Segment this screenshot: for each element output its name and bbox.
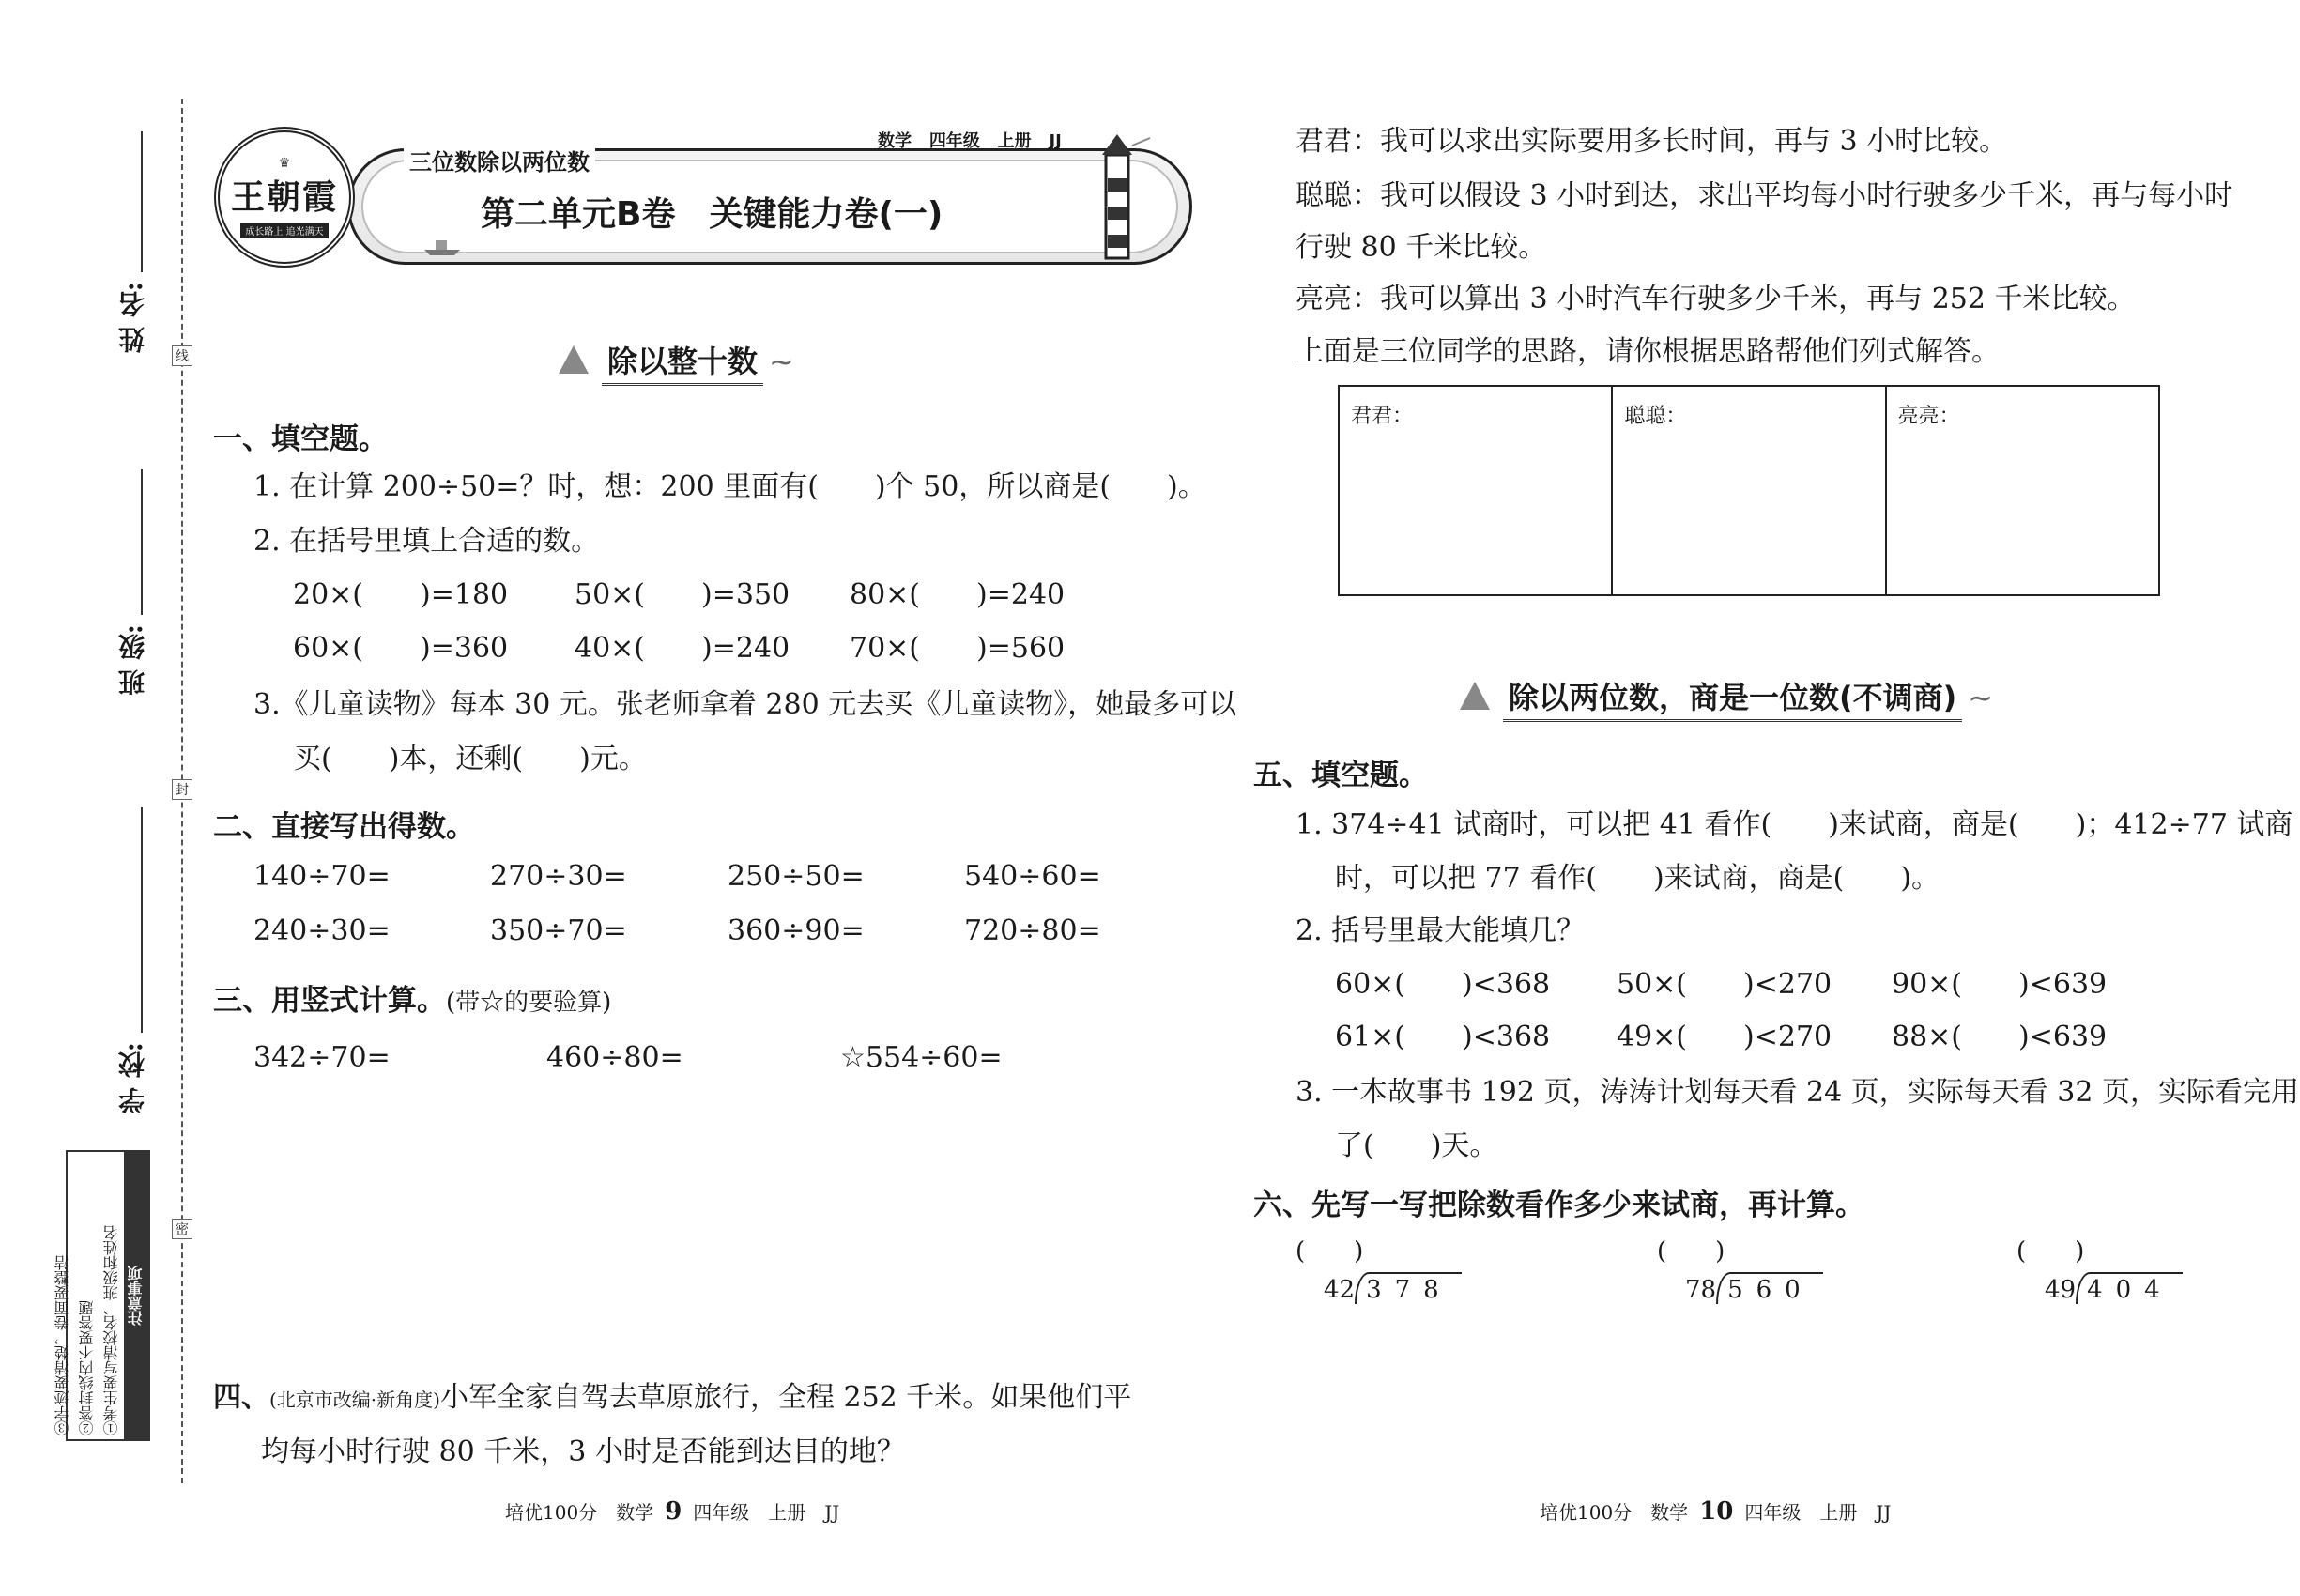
q3-item-a: 342÷70=: [253, 1041, 391, 1074]
q5-row2-c: 88×( )<639: [1892, 1021, 2108, 1053]
long-division-1: [1296, 1232, 1462, 1304]
page-number-right: 10: [1699, 1497, 1734, 1526]
school-field[interactable]: [141, 807, 143, 1033]
q2-row2-a: 240÷30=: [253, 914, 391, 947]
thought-congcong-1: 聪聪：我可以假设 3 小时到达，求出平均每小时行驶多少千米，再与每小时: [1296, 179, 2233, 212]
q2-heading: 二、直接写出得数。: [213, 810, 475, 844]
answer-cell-liangliang[interactable]: 亮亮：: [1897, 405, 1960, 428]
q1-item1: 1. 在计算 200÷50=？时，想：200 里面有( )个 50，所以商是( )。: [253, 470, 1206, 503]
q2-row1-a: 140÷70=: [253, 860, 391, 893]
brand-name: 王朝霞: [230, 177, 338, 217]
q1-item3-line1: 3.《儿童读物》每本 30 元。张老师拿着 280 元去买《儿童读物》，她最多可以: [253, 688, 1237, 721]
q3-item-c: ☆554÷60=: [840, 1041, 1003, 1074]
notice-item-1: ①考生要写清校名、班级和姓名: [102, 1225, 120, 1435]
q4-line1: [213, 1371, 1131, 1424]
sailboat-icon: [559, 345, 589, 374]
name-field[interactable]: [141, 131, 143, 272]
thought-congcong-2: 行驶 80 千米比较。: [1296, 231, 1547, 264]
q1-row1-c: 80×( )=240: [850, 578, 1066, 611]
answer-cell-congcong[interactable]: 聪聪：: [1613, 387, 1886, 594]
q3-item-b: 460÷80=: [546, 1041, 683, 1074]
cut-mark-1: 线: [172, 345, 192, 366]
cut-mark-2: 封: [172, 779, 192, 800]
q2-row2-c: 360÷90=: [728, 914, 865, 947]
section-heading-divide-by-tens: 除以整十数 ~: [559, 338, 794, 381]
answer-table: [1338, 385, 2160, 596]
q5-item3-line2: 了( )天。: [1335, 1129, 1498, 1162]
boat-icon: [421, 235, 464, 257]
q5-item3-line1: 3. 一本故事书 192 页，涛涛计划每天看 24 页，实际每天看 32 页，实际看完用: [1296, 1076, 2299, 1109]
meta-edition: JJ: [1049, 131, 1062, 151]
q4-prefix: 四、: [213, 1381, 269, 1414]
name-label: 姓 名:: [117, 282, 148, 354]
q5-row1-b: 50×( )<270: [1617, 968, 1832, 1001]
notice-title: 注意事项: [124, 1152, 148, 1439]
trial-divisor-blank-3[interactable]: ( ): [2016, 1237, 2085, 1266]
unit-topic: 三位数除以两位数: [404, 144, 595, 176]
thought-junjun: 君君：我可以求出实际要用多长时间，再与 3 小时比较。: [1296, 125, 2008, 158]
divisor-2: 78: [1685, 1276, 1717, 1304]
dividend-1: 378: [1355, 1272, 1462, 1304]
footer-left: 培优100分 数学 9 四年级 上册 JJ: [505, 1497, 840, 1526]
footer-right: 培优100分 数学 10 四年级 上册 JJ: [1540, 1497, 1892, 1526]
notice-item-3: ③字迹要清楚，卷面要整洁: [54, 1255, 71, 1435]
class-field[interactable]: [141, 469, 143, 615]
dividend-2: 560: [1716, 1272, 1823, 1304]
meta-volume: 上册: [997, 131, 1032, 151]
q1-item3-line2: 买( )本，还剩( )元。: [293, 743, 647, 775]
q4-text1: 小军全家自驾去草原旅行，全程 252 千米。如果他们平: [439, 1381, 1132, 1414]
cut-mark-3: 密: [172, 1219, 192, 1239]
q4-source: (北京市改编·新角度): [269, 1389, 440, 1411]
q5-item1-line1: 1. 374÷41 试商时，可以把 41 看作( )来试商，商是( )；412÷77 试商: [1296, 808, 2293, 841]
q2-row2-b: 350÷70=: [490, 914, 627, 947]
q3-heading: 三、用竖式计算。(带☆的要验算): [213, 984, 612, 1018]
long-division-2: [1657, 1232, 1823, 1304]
q5-heading: 五、填空题。: [1253, 759, 1428, 792]
lighthouse-icon: [1080, 127, 1155, 263]
q2-row1-c: 250÷50=: [728, 860, 865, 893]
q1-heading: 一、填空题。: [213, 422, 388, 456]
q1-row2-b: 40×( )=240: [575, 632, 790, 665]
crown-icon: ♛: [278, 156, 291, 171]
q6-heading: 六、先写一写把除数看作多少来试商，再计算。: [1253, 1189, 1864, 1222]
class-label: 班 级:: [117, 624, 148, 697]
q2-row2-d: 720÷80=: [964, 914, 1101, 947]
meta-subject: 数学: [878, 131, 912, 151]
q5-row2-a: 61×( )<368: [1335, 1021, 1551, 1053]
notice-item-2: ②答封线内不要答题: [78, 1300, 96, 1435]
q5-item2: 2. 括号里最大能填几？: [1296, 914, 1586, 947]
q1-row2-c: 70×( )=560: [850, 632, 1066, 665]
divisor-1: 42: [1324, 1276, 1356, 1304]
answer-cell-junjun[interactable]: 君君：: [1340, 387, 1613, 594]
page-title: 第二单元B卷 关键能力卷(一): [481, 195, 943, 234]
q5-row2-b: 49×( )<270: [1617, 1021, 1832, 1053]
notice-box: [54, 1150, 150, 1441]
q1-row1-b: 50×( )=350: [575, 578, 790, 611]
q2-row1-b: 270÷30=: [490, 860, 627, 893]
q1-row1-a: 20×( )=180: [293, 578, 509, 611]
q5-row1-a: 60×( )<368: [1335, 968, 1551, 1001]
q3-note: (带☆的要验算): [446, 989, 612, 1017]
trial-divisor-blank-2[interactable]: ( ): [1657, 1237, 1725, 1266]
long-division-3: [2016, 1232, 2183, 1304]
instruction-text: 上面是三位同学的思路，请你根据思路帮他们列式解答。: [1296, 335, 2000, 368]
sailboat-icon: [1460, 682, 1490, 710]
q1-row2-a: 60×( )=360: [293, 632, 509, 665]
header-meta: [878, 128, 1062, 152]
meta-grade: 四年级: [928, 131, 980, 151]
thought-liangliang: 亮亮：我可以算出 3 小时汽车行驶多少千米，再与 252 千米比较。: [1296, 283, 2136, 315]
divisor-3: 49: [2045, 1276, 2077, 1304]
brand-logo: [214, 127, 355, 268]
q2-row1-d: 540÷60=: [964, 860, 1101, 893]
q5-row1-c: 90×( )<639: [1892, 968, 2108, 1001]
school-label: 学 校:: [117, 1042, 148, 1114]
q4-line2: 均每小时行驶 80 千米，3 小时是否能到达目的地？: [261, 1435, 905, 1468]
dividend-3: 404: [2076, 1272, 2183, 1304]
trial-divisor-blank-1[interactable]: ( ): [1296, 1237, 1364, 1266]
brand-slogan: 成长路上 追光满天: [240, 223, 328, 238]
q1-item2: 2. 在括号里填上合适的数。: [253, 525, 600, 558]
q5-item1-line2: 时，可以把 77 看作( )来试商，商是( )。: [1335, 862, 1940, 895]
section-heading-one-digit-quotient: 除以两位数，商是一位数(不调商) ~: [1460, 674, 1993, 717]
page-number-left: 9: [665, 1497, 682, 1526]
